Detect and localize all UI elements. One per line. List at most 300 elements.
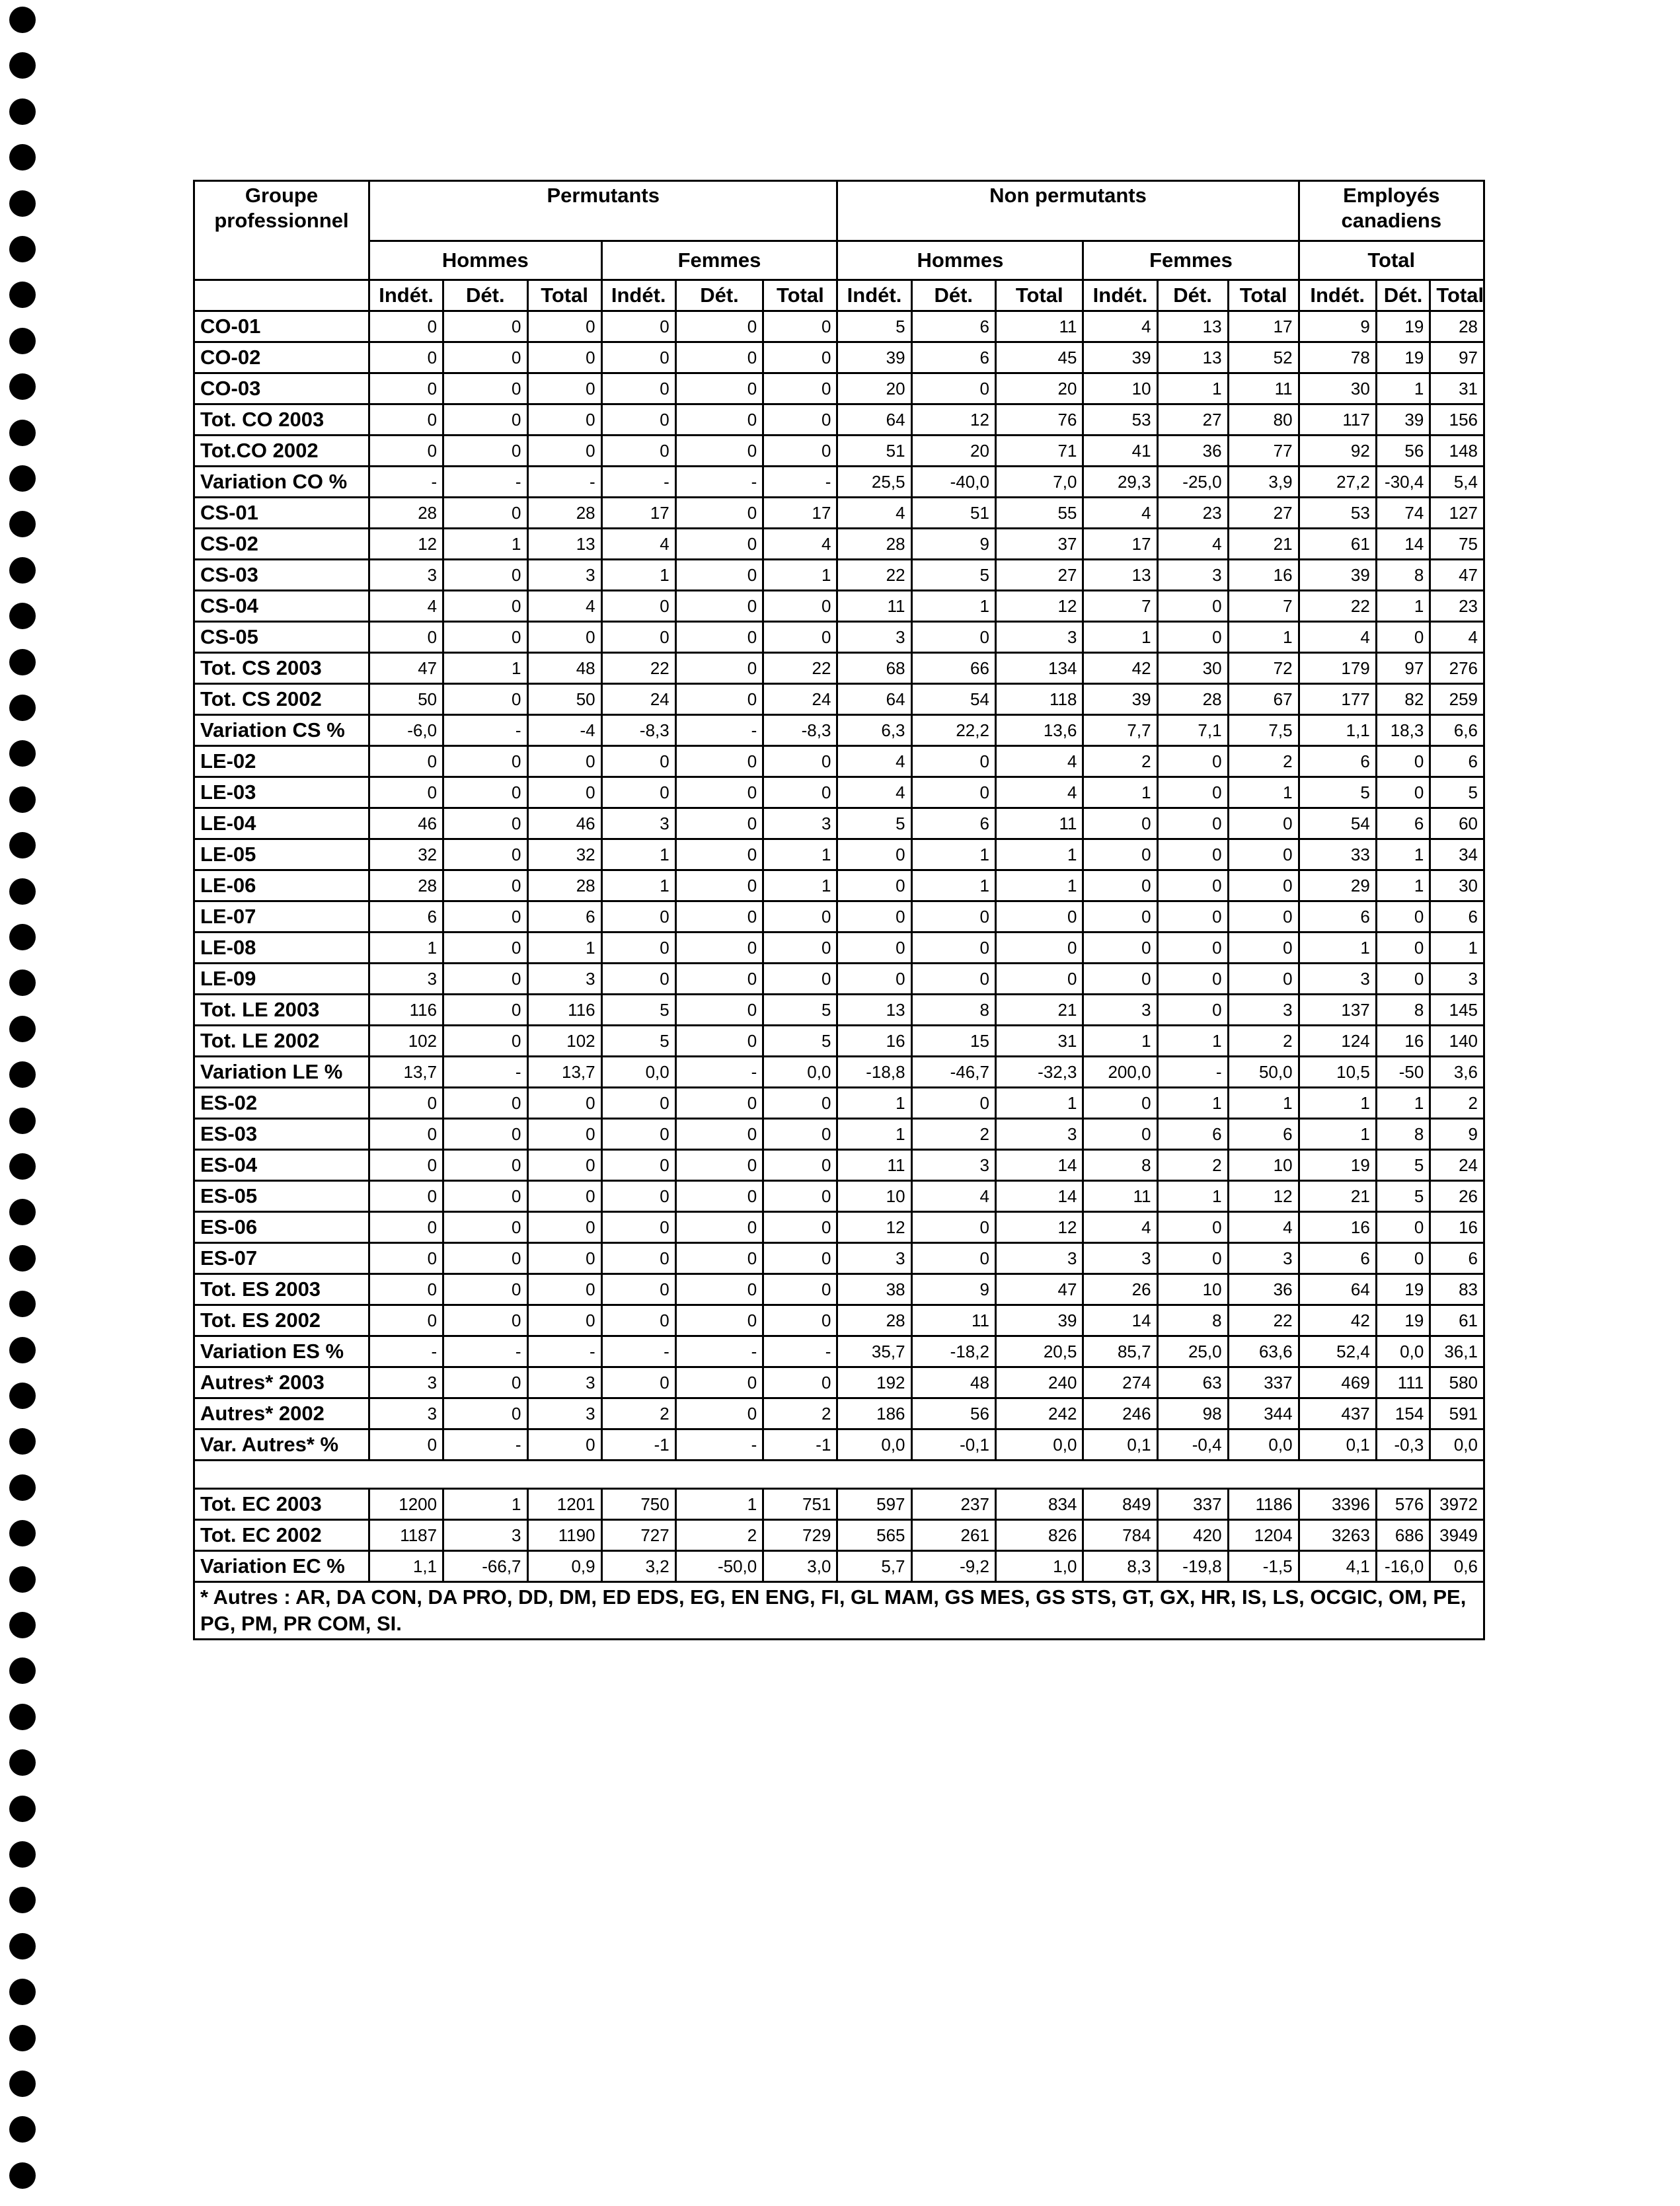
- table-cell: 0,6: [1430, 1551, 1484, 1582]
- table-cell: 0: [1083, 964, 1157, 995]
- table-cell: 6: [1299, 746, 1376, 777]
- table-cell: 55: [995, 498, 1083, 529]
- table-cell: 28: [1157, 684, 1228, 715]
- table-cell: 53: [1083, 404, 1157, 436]
- table-cell: -1: [601, 1429, 675, 1461]
- table-cell: 3: [527, 560, 601, 591]
- table-row: [194, 1398, 1484, 1429]
- table-cell: 1,1: [1299, 715, 1376, 746]
- table-cell: 0: [675, 404, 763, 436]
- table-cell: 3: [1430, 964, 1484, 995]
- table-row: [194, 591, 1484, 622]
- table-cell: 36,1: [1430, 1336, 1484, 1367]
- table-cell: -9,2: [911, 1551, 995, 1582]
- table-cell: -25,0: [1157, 467, 1228, 498]
- table-cell: 750: [601, 1489, 675, 1520]
- table-cell: 337: [1157, 1489, 1228, 1520]
- table-cell: 0: [1157, 591, 1228, 622]
- table-cell: 3: [1083, 1243, 1157, 1274]
- table-row: [194, 1274, 1484, 1305]
- table-row: [194, 436, 1484, 467]
- table-cell: 3972: [1430, 1489, 1484, 1520]
- table-cell: 78: [1299, 342, 1376, 373]
- table-cell: 0,0: [1376, 1336, 1430, 1367]
- table-cell: 0: [1157, 1212, 1228, 1243]
- table-cell: 337: [1228, 1367, 1299, 1398]
- table-row: [194, 684, 1484, 715]
- row-label: ES-02: [194, 1088, 369, 1119]
- table-cell: 85,7: [1083, 1336, 1157, 1367]
- table-cell: 469: [1299, 1367, 1376, 1398]
- table-cell: -4: [527, 715, 601, 746]
- table-cell: 7,5: [1228, 715, 1299, 746]
- table-cell: 0: [443, 591, 527, 622]
- table-cell: 54: [911, 684, 995, 715]
- table-cell: 26: [1430, 1181, 1484, 1212]
- table-cell: 0: [443, 1026, 527, 1057]
- table-cell: 0: [601, 404, 675, 436]
- table-cell: 0: [675, 342, 763, 373]
- table-cell: 1: [1228, 1088, 1299, 1119]
- table-cell: 0: [763, 373, 837, 404]
- table-cell: 3: [1228, 995, 1299, 1026]
- table-cell: 849: [1083, 1489, 1157, 1520]
- table-cell: 80: [1228, 404, 1299, 436]
- table-cell: -: [675, 1429, 763, 1461]
- table-cell: 10: [1228, 1150, 1299, 1181]
- table-cell: 0: [1083, 870, 1157, 901]
- table-cell: -8,3: [763, 715, 837, 746]
- table-cell: 13: [1157, 342, 1228, 373]
- table-cell: 0: [675, 373, 763, 404]
- binder-hole: [9, 1337, 36, 1363]
- table-cell: 3: [443, 1520, 527, 1551]
- table-cell: 50: [369, 684, 443, 715]
- table-cell: 47: [995, 1274, 1083, 1305]
- table-row: [194, 777, 1484, 808]
- table-cell: 0: [1228, 808, 1299, 839]
- table-cell: 0: [1083, 1119, 1157, 1150]
- table-cell: 0: [1376, 901, 1430, 932]
- table-cell: 0: [995, 964, 1083, 995]
- table-cell: 237: [911, 1489, 995, 1520]
- table-cell: 4: [837, 498, 911, 529]
- table-cell: 1204: [1228, 1520, 1299, 1551]
- binder-hole: [9, 1291, 36, 1317]
- table-cell: 0: [527, 1243, 601, 1274]
- table-cell: 0: [1228, 870, 1299, 901]
- row-label: ES-05: [194, 1181, 369, 1212]
- table-cell: 5: [1299, 777, 1376, 808]
- row-label: Variation ES %: [194, 1336, 369, 1367]
- table-cell: 0: [911, 932, 995, 964]
- table-cell: 5: [911, 560, 995, 591]
- binder-hole: [9, 7, 36, 33]
- table-cell: 10: [1083, 373, 1157, 404]
- binder-hole: [9, 970, 36, 996]
- header-total: Total: [763, 280, 837, 311]
- table-cell: -6,0: [369, 715, 443, 746]
- table-cell: 3: [995, 622, 1083, 653]
- table-cell: -18,2: [911, 1336, 995, 1367]
- binder-hole: [9, 1612, 36, 1638]
- table-cell: 0: [763, 1119, 837, 1150]
- table-row: [194, 653, 1484, 684]
- table-cell: 0: [995, 901, 1083, 932]
- table-cell: 3: [911, 1150, 995, 1181]
- table-cell: 0: [675, 1305, 763, 1336]
- table-cell: 42: [1299, 1305, 1376, 1336]
- table-cell: 0: [527, 1429, 601, 1461]
- table-cell: 274: [1083, 1367, 1157, 1398]
- table-cell: 6: [369, 901, 443, 932]
- binder-hole: [9, 878, 36, 905]
- row-label: LE-05: [194, 839, 369, 870]
- table-cell: 1,0: [995, 1551, 1083, 1582]
- table-row: [194, 901, 1484, 932]
- binder-hole: [9, 328, 36, 354]
- table-cell: 0: [1376, 964, 1430, 995]
- header-total: Total: [995, 280, 1083, 311]
- table-row: [194, 529, 1484, 560]
- table-cell: 11: [837, 591, 911, 622]
- table-row: [194, 932, 1484, 964]
- table-cell: 0,0: [995, 1429, 1083, 1461]
- binder-hole: [9, 98, 36, 125]
- table-cell: 0: [763, 1088, 837, 1119]
- table-cell: 591: [1430, 1398, 1484, 1429]
- table-cell: 242: [995, 1398, 1083, 1429]
- table-cell: 154: [1376, 1398, 1430, 1429]
- row-label: CS-04: [194, 591, 369, 622]
- row-label: Autres* 2002: [194, 1398, 369, 1429]
- table-cell: 0,0: [1228, 1429, 1299, 1461]
- table-cell: 36: [1157, 436, 1228, 467]
- footnote-row: [194, 1582, 1484, 1640]
- table-cell: 27,2: [1299, 467, 1376, 498]
- row-label: ES-07: [194, 1243, 369, 1274]
- table-cell: 0: [443, 622, 527, 653]
- table-cell: 0: [837, 964, 911, 995]
- table-totals: [194, 1489, 1484, 1582]
- table-cell: 4: [1157, 529, 1228, 560]
- table-cell: 0: [527, 436, 601, 467]
- table-row: [194, 964, 1484, 995]
- table-cell: 4: [1299, 622, 1376, 653]
- table-row: [194, 1212, 1484, 1243]
- table-row: [194, 1057, 1484, 1088]
- table-row: [194, 746, 1484, 777]
- table-cell: 0: [443, 436, 527, 467]
- table-cell: 1: [601, 839, 675, 870]
- table-cell: 18,3: [1376, 715, 1430, 746]
- table-cell: 13,7: [369, 1057, 443, 1088]
- binder-hole: [9, 1796, 36, 1822]
- table-body: [194, 311, 1484, 1461]
- table-cell: 0: [675, 1026, 763, 1057]
- table-cell: 39: [837, 342, 911, 373]
- table-cell: 74: [1376, 498, 1430, 529]
- table-cell: 39: [1083, 684, 1157, 715]
- table-cell: 53: [1299, 498, 1376, 529]
- table-cell: 0: [763, 1243, 837, 1274]
- binder-hole: [9, 832, 36, 858]
- table-cell: 24: [1430, 1150, 1484, 1181]
- table-cell: 420: [1157, 1520, 1228, 1551]
- table-cell: 5,7: [837, 1551, 911, 1582]
- table-cell: 0: [527, 622, 601, 653]
- table-cell: 0: [527, 1088, 601, 1119]
- table-row: [194, 1551, 1484, 1582]
- table-cell: 1190: [527, 1520, 601, 1551]
- table-cell: -: [527, 467, 601, 498]
- table-cell: 0: [443, 684, 527, 715]
- table-cell: 0: [763, 404, 837, 436]
- table-cell: 0: [1376, 746, 1430, 777]
- table-cell: 0: [1083, 901, 1157, 932]
- table-cell: 5: [763, 995, 837, 1026]
- table-cell: 4: [995, 746, 1083, 777]
- table-cell: -66,7: [443, 1551, 527, 1582]
- table-cell: 61: [1299, 529, 1376, 560]
- table-cell: -: [443, 1057, 527, 1088]
- table-cell: 0: [675, 1150, 763, 1181]
- table-cell: 1: [1376, 839, 1430, 870]
- table-cell: -18,8: [837, 1057, 911, 1088]
- binder-hole: [9, 144, 36, 171]
- table-cell: 3: [1083, 995, 1157, 1026]
- table-cell: -: [443, 715, 527, 746]
- table-cell: -: [1157, 1057, 1228, 1088]
- header-perm-hommes: Hommes: [369, 241, 602, 280]
- table-cell: 38: [837, 1274, 911, 1305]
- header-group: Groupe professionnel: [194, 181, 369, 280]
- table-cell: 77: [1228, 436, 1299, 467]
- table-cell: 580: [1430, 1367, 1484, 1398]
- table-cell: 4: [1083, 311, 1157, 342]
- row-label: LE-04: [194, 808, 369, 839]
- table-cell: -: [675, 1336, 763, 1367]
- table-cell: 0: [675, 311, 763, 342]
- table-cell: 1: [1083, 777, 1157, 808]
- table-cell: 97: [1376, 653, 1430, 684]
- binder-hole: [9, 1979, 36, 2005]
- table-cell: 0: [443, 1367, 527, 1398]
- table-cell: 21: [1228, 529, 1299, 560]
- table-cell: 4: [1083, 498, 1157, 529]
- table-cell: 11: [837, 1150, 911, 1181]
- table-cell: 23: [1430, 591, 1484, 622]
- header-nonperm-femmes: Femmes: [1083, 241, 1299, 280]
- table-cell: 30: [1299, 373, 1376, 404]
- table-cell: 10: [837, 1181, 911, 1212]
- header-non-permutants: Non permutants: [837, 181, 1299, 241]
- table-cell: 16: [1228, 560, 1299, 591]
- table-cell: 0: [1376, 777, 1430, 808]
- table-cell: 0: [675, 622, 763, 653]
- table-cell: 0: [763, 1367, 837, 1398]
- row-label: CS-05: [194, 622, 369, 653]
- table-cell: 344: [1228, 1398, 1299, 1429]
- binder-hole: [9, 695, 36, 721]
- table-cell: 0: [1083, 1088, 1157, 1119]
- table-cell: 1: [837, 1119, 911, 1150]
- table-cell: 0: [1228, 964, 1299, 995]
- table-cell: 127: [1430, 498, 1484, 529]
- table-cell: 42: [1083, 653, 1157, 684]
- table-cell: 0: [369, 777, 443, 808]
- table-cell: 22: [837, 560, 911, 591]
- header-perm-femmes: Femmes: [601, 241, 837, 280]
- table-gap: [194, 1461, 1484, 1489]
- header-det: Dét.: [675, 280, 763, 311]
- table-cell: 1,1: [369, 1551, 443, 1582]
- binder-hole: [9, 786, 36, 813]
- table-cell: 0: [1083, 839, 1157, 870]
- header-total: Total: [527, 280, 601, 311]
- table-cell: 54: [1299, 808, 1376, 839]
- table-cell: 1: [1157, 1181, 1228, 1212]
- table-cell: 6: [1430, 901, 1484, 932]
- table-cell: 11: [1228, 373, 1299, 404]
- table-cell: 784: [1083, 1520, 1157, 1551]
- table-cell: 140: [1430, 1026, 1484, 1057]
- table-row: [194, 1150, 1484, 1181]
- statistics-table: [193, 180, 1485, 1640]
- table-cell: 6: [911, 342, 995, 373]
- table-cell: 1: [995, 839, 1083, 870]
- table-cell: 98: [1157, 1398, 1228, 1429]
- table-cell: 729: [763, 1520, 837, 1551]
- table-cell: 2: [911, 1119, 995, 1150]
- table-cell: 13: [1157, 311, 1228, 342]
- table-footnote: [194, 1582, 1484, 1640]
- table-cell: 17: [1228, 311, 1299, 342]
- table-cell: 5: [837, 808, 911, 839]
- table-cell: 1: [995, 870, 1083, 901]
- binder-hole: [9, 2025, 36, 2051]
- binder-hole: [9, 236, 36, 262]
- table-cell: 0: [675, 1088, 763, 1119]
- table-row: [194, 808, 1484, 839]
- table-cell: 22: [601, 653, 675, 684]
- table-cell: 6: [1430, 1243, 1484, 1274]
- table-cell: 1: [1083, 1026, 1157, 1057]
- header-employes-canadiens: Employés canadiens: [1299, 181, 1484, 241]
- table-cell: 0: [601, 591, 675, 622]
- table-cell: 0: [1157, 777, 1228, 808]
- table-cell: 192: [837, 1367, 911, 1398]
- table-cell: 27: [1157, 404, 1228, 436]
- table-cell: 5,4: [1430, 467, 1484, 498]
- table-cell: 52,4: [1299, 1336, 1376, 1367]
- table-cell: 4: [1430, 622, 1484, 653]
- table-cell: 0: [1157, 839, 1228, 870]
- table-cell: 0: [675, 684, 763, 715]
- table-cell: 51: [837, 436, 911, 467]
- table-cell: 97: [1430, 342, 1484, 373]
- row-label: Tot. CO 2003: [194, 404, 369, 436]
- table-cell: 7: [1083, 591, 1157, 622]
- table-cell: 1: [995, 1088, 1083, 1119]
- table-cell: 0: [675, 1274, 763, 1305]
- table-row: [194, 1305, 1484, 1336]
- row-label: Tot. CS 2002: [194, 684, 369, 715]
- table-cell: -: [763, 1336, 837, 1367]
- table-cell: 1: [1299, 932, 1376, 964]
- table-cell: 0: [601, 373, 675, 404]
- table-cell: 64: [837, 404, 911, 436]
- table-cell: 0: [601, 1150, 675, 1181]
- table-cell: 0: [1157, 746, 1228, 777]
- table-cell: 1201: [527, 1489, 601, 1520]
- row-label: LE-06: [194, 870, 369, 901]
- row-label: CS-01: [194, 498, 369, 529]
- table-cell: 13: [1083, 560, 1157, 591]
- binder-hole: [9, 557, 36, 584]
- footnote: * Autres : AR, DA CON, DA PRO, DD, DM, ED EDS, EG, EN ENG, FI, GL MAM, GS MES, GS STS, GT, GX, HR, IS, LS, OCGIC, OM, PE, PG, PM, PR COM, SI.: [194, 1582, 1484, 1640]
- table-cell: 3: [369, 964, 443, 995]
- table-cell: 116: [369, 995, 443, 1026]
- table-cell: -: [601, 1336, 675, 1367]
- table-cell: 1: [1299, 1119, 1376, 1150]
- table-cell: 0: [763, 1212, 837, 1243]
- table-cell: 179: [1299, 653, 1376, 684]
- table-cell: 67: [1228, 684, 1299, 715]
- table-cell: 6: [1299, 1243, 1376, 1274]
- table-cell: 0: [675, 1243, 763, 1274]
- table-cell: 2: [1228, 1026, 1299, 1057]
- table-cell: 0: [1376, 1243, 1430, 1274]
- table-cell: 92: [1299, 436, 1376, 467]
- table-row: [194, 1026, 1484, 1057]
- table-cell: 61: [1430, 1305, 1484, 1336]
- table-cell: 0: [1157, 932, 1228, 964]
- header-indet: Indét.: [1083, 280, 1157, 311]
- table-cell: 0: [527, 404, 601, 436]
- table-cell: 6: [527, 901, 601, 932]
- table-cell: -: [369, 1336, 443, 1367]
- binder-hole: [9, 1657, 36, 1684]
- table-cell: 0: [675, 839, 763, 870]
- table-cell: 63: [1157, 1367, 1228, 1398]
- table-cell: 7,7: [1083, 715, 1157, 746]
- table-cell: 0: [527, 1305, 601, 1336]
- header-det: Dét.: [1157, 280, 1228, 311]
- table-cell: 1: [601, 560, 675, 591]
- table-cell: 0: [527, 342, 601, 373]
- table-cell: 0: [369, 1088, 443, 1119]
- table-cell: 4: [527, 591, 601, 622]
- table-cell: 2: [1228, 746, 1299, 777]
- table-cell: 0: [837, 839, 911, 870]
- table-cell: 0: [675, 777, 763, 808]
- table-cell: 0: [601, 1367, 675, 1398]
- table-cell: -8,3: [601, 715, 675, 746]
- table-cell: 0: [601, 777, 675, 808]
- table-cell: 751: [763, 1489, 837, 1520]
- table-cell: 0: [911, 1243, 995, 1274]
- binder-hole: [9, 420, 36, 446]
- table-cell: 276: [1430, 653, 1484, 684]
- binder-hole: [9, 52, 36, 79]
- row-label: ES-06: [194, 1212, 369, 1243]
- table-cell: 21: [995, 995, 1083, 1026]
- table-cell: 0: [1157, 870, 1228, 901]
- table-cell: 24: [601, 684, 675, 715]
- row-label: LE-07: [194, 901, 369, 932]
- binder-hole: [9, 1566, 36, 1593]
